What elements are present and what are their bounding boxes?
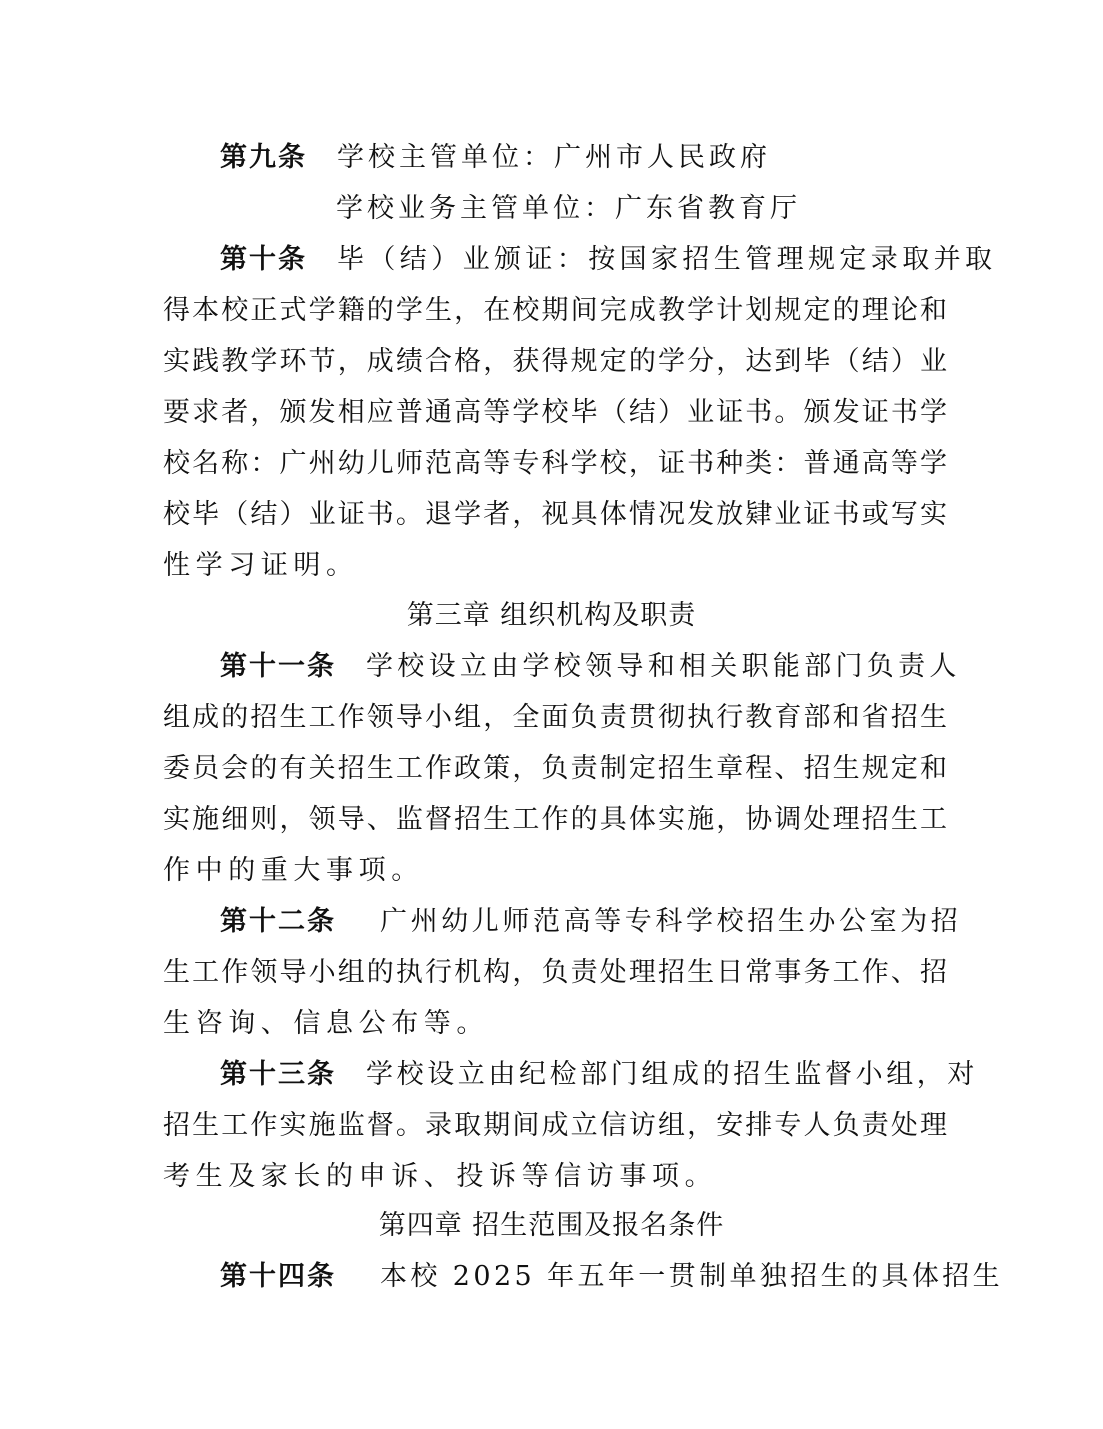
- article-10-text-4: 要求者，颁发相应普通高等学校毕（结）业证书。颁发证书学: [163, 397, 947, 428]
- article-10-line-2: [163, 291, 947, 331]
- article-10-line-7: [163, 546, 947, 586]
- article-9-line-1: [220, 138, 780, 178]
- article-10-text-6: 校毕（结）业证书。退学者，视具体情况发放肄业证书或写实: [163, 499, 947, 530]
- article-10-text-2: 得本校正式学籍的学生，在校期间完成教学计划规定的理论和: [163, 295, 947, 326]
- article-9-text-2: 学校业务主管单位：广东省教育厅: [336, 193, 801, 224]
- article-13-text-3: 考生及家长的申诉、投诉等信访事项。: [163, 1161, 718, 1192]
- article-12-line-3: [163, 1004, 947, 1044]
- article-10-line-4: [163, 393, 947, 433]
- article-9-line-2: [336, 189, 801, 229]
- article-10-text-5: 校名称：广州幼儿师范高等专科学校，证书种类：普通高等学: [163, 448, 947, 479]
- article-11-line-2: [163, 698, 947, 738]
- article-11-text-1: 学校设立由学校领导和相关职能部门负责人: [366, 651, 961, 682]
- article-10-text-7: 性学习证明。: [163, 550, 359, 581]
- article-12-text-2: 生工作领导小组的执行机构，负责处理招生日常事务工作、招: [163, 957, 947, 988]
- article-14-line-1: [220, 1257, 1004, 1297]
- article-13-text-2: 招生工作实施监督。录取期间成立信访组，安排专人负责处理: [163, 1110, 947, 1141]
- article-10-line-6: [163, 495, 947, 535]
- article-10-line-3: [163, 342, 947, 382]
- article-11-line-5: [163, 851, 947, 891]
- article-12-text-1: 广州幼儿师范高等专科学校招生办公室为招: [380, 906, 962, 937]
- article-13-line-2: [163, 1106, 947, 1146]
- article-14-label: 第十四条: [220, 1261, 336, 1292]
- article-14-text-1: 本校 2025 年五年一贯制单独招生的具体招生: [380, 1261, 1004, 1292]
- article-12-text-3: 生咨询、信息公布等。: [163, 1008, 489, 1039]
- chapter-4-heading: 第四章 招生范围及报名条件: [378, 1210, 725, 1241]
- article-11-text-3: 委员会的有关招生工作政策，负责制定招生章程、招生规定和: [163, 753, 947, 784]
- article-11-label: 第十一条: [220, 651, 336, 682]
- article-12-line-2: [163, 953, 947, 993]
- article-13-label: 第十三条: [220, 1059, 336, 1090]
- article-10-line-5: [163, 444, 947, 484]
- article-11-text-4: 实施细则，领导、监督招生工作的具体实施，协调处理招生工: [163, 804, 947, 835]
- article-11-text-2: 组成的招生工作领导小组，全面负责贯彻执行教育部和省招生: [163, 702, 947, 733]
- article-13-line-3: [163, 1157, 947, 1197]
- article-10-label: 第十条: [220, 244, 307, 275]
- article-10-text-1: 毕（结）业颁证：按国家招生管理规定录取并取: [337, 244, 997, 275]
- article-11-text-5: 作中的重大事项。: [163, 855, 424, 886]
- article-11-line-1: [220, 647, 961, 687]
- article-9-text-1: 学校主管单位：广州市人民政府: [337, 142, 771, 173]
- article-9-label: 第九条: [220, 142, 307, 173]
- article-10-line-1: [220, 240, 997, 280]
- article-11-line-3: [163, 749, 947, 789]
- chapter-3-heading: 第三章 组织机构及职责: [406, 600, 697, 631]
- article-13-text-1: 学校设立由纪检部门组成的招生监督小组，对: [366, 1059, 978, 1090]
- article-13-line-1: [220, 1055, 978, 1095]
- article-10-text-3: 实践教学环节，成绩合格，获得规定的学分，达到毕（结）业: [163, 346, 947, 377]
- article-12-label: 第十二条: [220, 906, 336, 937]
- article-12-line-1: [220, 902, 962, 942]
- article-11-line-4: [163, 800, 947, 840]
